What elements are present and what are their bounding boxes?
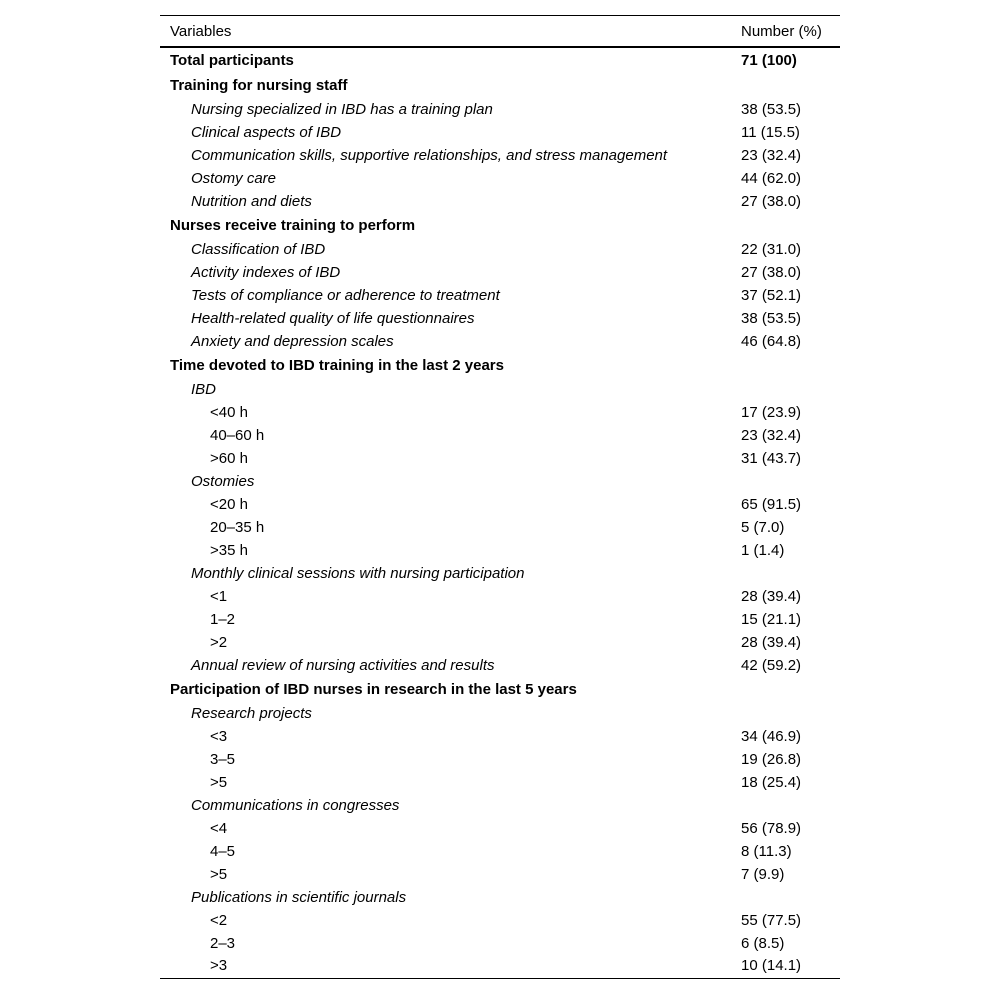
table-row (160, 771, 840, 794)
category-label: 3–5 (210, 750, 236, 768)
table-row (160, 144, 840, 167)
category-label: 2–3 (210, 934, 236, 952)
table-row (160, 840, 840, 863)
variable-label: Classification of IBD (191, 240, 326, 258)
table-row (160, 307, 840, 330)
header-variables: Variables (170, 22, 232, 40)
category-label: 4–5 (210, 842, 236, 860)
count-percent-value: 5 (7.0) (741, 518, 785, 536)
table-row (160, 817, 840, 840)
category-label: >3 (210, 957, 228, 975)
count-percent-value: 11 (15.5) (741, 123, 800, 141)
table-row (160, 516, 840, 539)
count-percent-value (730, 886, 840, 909)
variable-label: Ostomies (191, 472, 255, 490)
table-row (160, 98, 840, 121)
count-percent-value (730, 470, 840, 493)
section-row (160, 47, 840, 73)
section-row (160, 677, 840, 702)
category-label: 20–35 h (210, 518, 265, 536)
section-label: Nurses receive training to perform (170, 216, 416, 234)
variable-label: Communications in congresses (191, 796, 400, 814)
table-row (160, 238, 840, 261)
category-label: <2 (210, 911, 228, 929)
count-percent-value: 38 (53.5) (741, 309, 802, 327)
count-percent-value: 65 (91.5) (741, 495, 802, 513)
variable-label: Annual review of nursing activities and results (191, 656, 495, 674)
count-percent-value: 22 (31.0) (741, 240, 802, 258)
table-row (160, 608, 840, 631)
count-percent-value: 34 (46.9) (741, 727, 802, 745)
category-label: >5 (210, 865, 228, 883)
count-percent-value: 28 (39.4) (741, 633, 802, 651)
count-percent-value (730, 73, 840, 98)
variable-label: Tests of compliance or adherence to treatment (191, 286, 500, 304)
table-row (160, 585, 840, 608)
count-percent-value: 6 (8.5) (741, 934, 785, 952)
category-label: <20 h (210, 495, 248, 513)
count-percent-value: 10 (14.1) (741, 957, 802, 975)
table-row (160, 401, 840, 424)
count-percent-value: 42 (59.2) (741, 656, 802, 674)
table-row (160, 748, 840, 771)
table-row (160, 378, 840, 401)
count-percent-value: 27 (38.0) (741, 263, 802, 281)
section-label: Participation of IBD nurses in research in the last 5 years (170, 680, 577, 698)
table-row (160, 470, 840, 493)
count-percent-value: 23 (32.4) (741, 426, 802, 444)
count-percent-value: 1 (1.4) (741, 541, 785, 559)
table-row (160, 539, 840, 562)
table-row (160, 424, 840, 447)
count-percent-value: 55 (77.5) (741, 911, 802, 929)
table-row (160, 654, 840, 677)
count-percent-value: 28 (39.4) (741, 587, 802, 605)
count-percent-value (730, 702, 840, 725)
table-row (160, 631, 840, 654)
table-row (160, 702, 840, 725)
category-label: >5 (210, 773, 228, 791)
table-row (160, 909, 840, 932)
table-row (160, 330, 840, 353)
category-label: >35 h (210, 541, 248, 559)
table-row (160, 261, 840, 284)
variable-label: IBD (191, 380, 217, 398)
count-percent-value (730, 353, 840, 378)
table-header (160, 16, 840, 48)
count-percent-value: 8 (11.3) (741, 842, 792, 860)
category-label: <1 (210, 587, 228, 605)
table-body (160, 47, 840, 978)
section-label: Total participants (170, 51, 294, 69)
category-label: <40 h (210, 403, 248, 421)
category-label: 40–60 h (210, 426, 265, 444)
count-percent-value (730, 562, 840, 585)
table-row (160, 493, 840, 516)
results-table-container (160, 15, 840, 979)
section-row (160, 213, 840, 238)
category-label: <4 (210, 819, 228, 837)
category-label: >2 (210, 633, 228, 651)
variable-label: Monthly clinical sessions with nursing participation (191, 564, 525, 582)
count-percent-value: 27 (38.0) (741, 192, 802, 210)
variable-label: Nursing specialized in IBD has a training plan (191, 100, 493, 118)
count-percent-value (730, 378, 840, 401)
variable-label: Publications in scientific journals (191, 888, 407, 906)
count-percent-value: 38 (53.5) (741, 100, 802, 118)
table-row (160, 284, 840, 307)
variable-label: Communication skills, supportive relationships, and stress management (191, 146, 668, 164)
count-percent-value: 46 (64.8) (741, 332, 802, 350)
variable-label: Health-related quality of life questionnaires (191, 309, 475, 327)
results-table (160, 15, 840, 979)
count-percent-value: 44 (62.0) (741, 169, 802, 187)
category-label: >60 h (210, 449, 248, 467)
section-row (160, 353, 840, 378)
variable-label: Ostomy care (191, 169, 277, 187)
section-row (160, 73, 840, 98)
count-percent-value: 56 (78.9) (741, 819, 802, 837)
section-label: Time devoted to IBD training in the last 2 years (170, 356, 504, 374)
count-percent-value (730, 677, 840, 702)
table-row (160, 725, 840, 748)
table-row (160, 121, 840, 144)
count-percent-value: 7 (9.9) (741, 865, 785, 883)
count-percent-value: 31 (43.7) (741, 449, 802, 467)
category-label: <3 (210, 727, 228, 745)
variable-label: Anxiety and depression scales (191, 332, 394, 350)
header-number-percent: Number (%) (741, 22, 822, 40)
category-label: 1–2 (210, 610, 236, 628)
table-row (160, 167, 840, 190)
count-percent-value: 37 (52.1) (741, 286, 802, 304)
count-percent-value: 19 (26.8) (741, 750, 802, 768)
table-row (160, 863, 840, 886)
count-percent-value: 23 (32.4) (741, 146, 802, 164)
variable-label: Nutrition and diets (191, 192, 312, 210)
count-percent-value: 17 (23.9) (741, 403, 802, 421)
count-percent-value: 15 (21.1) (741, 610, 802, 628)
table-row (160, 886, 840, 909)
section-label: Training for nursing staff (170, 76, 348, 94)
variable-label: Research projects (191, 704, 312, 722)
table-row (160, 794, 840, 817)
table-row (160, 955, 840, 978)
table-row (160, 562, 840, 585)
count-percent-value (730, 794, 840, 817)
count-percent-value: 18 (25.4) (741, 773, 802, 791)
variable-label: Activity indexes of IBD (191, 263, 341, 281)
table-row (160, 447, 840, 470)
count-percent-value: 71 (100) (741, 51, 797, 69)
table-row (160, 190, 840, 213)
header-row (160, 16, 840, 48)
count-percent-value (730, 213, 840, 238)
table-row (160, 932, 840, 955)
variable-label: Clinical aspects of IBD (191, 123, 342, 141)
